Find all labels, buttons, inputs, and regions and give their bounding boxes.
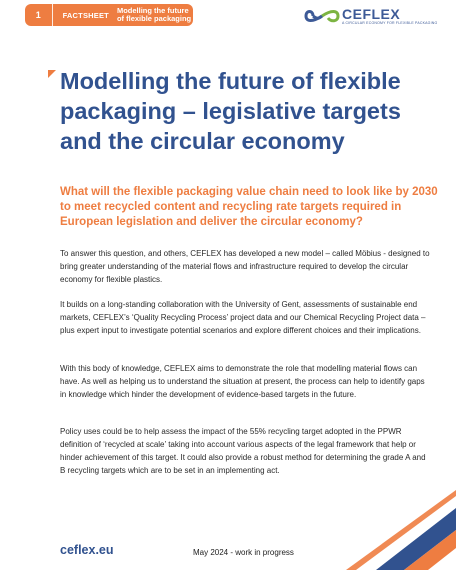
paragraph-3: With this body of knowledge, CEFLEX aims to demonstrate the role that modelling material flows can have. As well as helping us to understand the situation at present, the process can help to identify gaps in knowledge which hinder the development of evidence-based targets in the future. bbox=[60, 364, 425, 399]
footer-website-link[interactable]: ceflex.eu bbox=[60, 543, 114, 557]
infinity-loop-icon bbox=[304, 6, 340, 26]
paragraph-2: It builds on a long-standing collaboration with the University of Gent, assessments of sustainable end markets, CEFLEX’s ‘Quality Recycling Process’ project data and our Chemical Recycling Project data – plus expert input to investigate potential scenarios and explore different choices and their implications. bbox=[60, 300, 426, 335]
paragraph-1: To answer this question, and others, CEFLEX has developed a new model – called Möbius - designed to bring greater understanding of the material flows and infrastructure required to develop the circular economy for flexible plastics. bbox=[60, 249, 430, 284]
logo-tagline: A CIRCULAR ECONOMY FOR FLEXIBLE PACKAGING bbox=[342, 21, 438, 25]
title-accent-mark bbox=[48, 70, 56, 78]
logo-wordmark: CEFLEX bbox=[342, 6, 401, 22]
page-title: Modelling the future of flexible packaging – legislative targets and the circular economy bbox=[60, 68, 401, 154]
paragraph-4: Policy uses could be to help assess the impact of the 55% recycling target adopted in the PPWR definition of ‘recycled at scale’ taking into account various aspects of the legal framework that help or hinder achievement of this target. It could also provide a robust method for determining the grade A and B recycling targets which are to be set in an implementing act. bbox=[60, 427, 426, 475]
ceflex-logo bbox=[304, 6, 438, 28]
footer-date: May 2024 - work in progress bbox=[193, 548, 294, 557]
page-number: 1 bbox=[35, 10, 41, 20]
corner-stripes-decoration bbox=[346, 490, 456, 570]
header-title: Modelling the future of flexible packaging bbox=[116, 6, 192, 23]
subtitle: What will the flexible packaging value chain need to look like by 2030 to meet recycled content and recycling rate targets required in European legislation and deliver the circular economy? bbox=[60, 186, 438, 228]
factsheet-label: FACTSHEET bbox=[62, 10, 109, 20]
header-tab bbox=[25, 4, 193, 26]
header-divider bbox=[52, 4, 53, 26]
